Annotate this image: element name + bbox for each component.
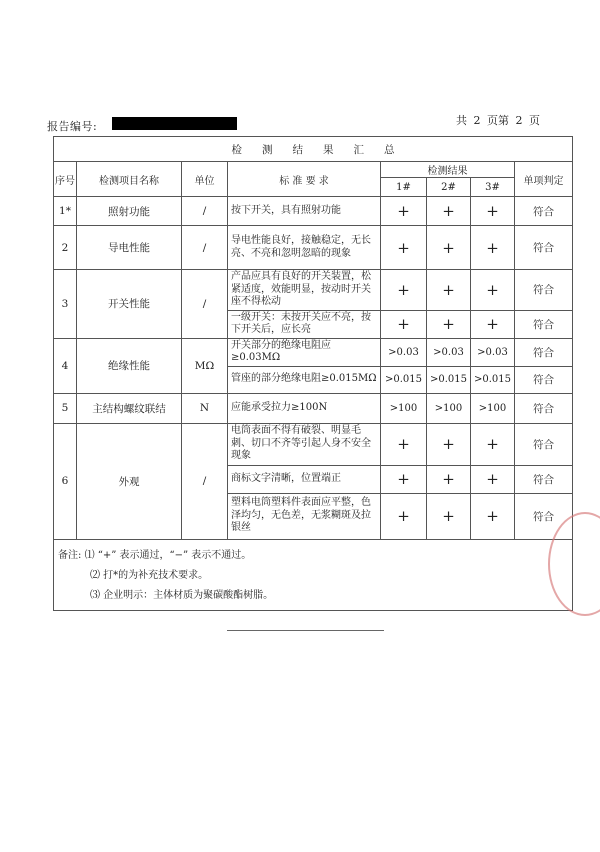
row-seq: 2 xyxy=(54,226,77,270)
row-judgement: 符合 xyxy=(515,310,573,338)
row-judgement: 符合 xyxy=(515,423,573,465)
page-indicator: 共 2 页第 2 页 xyxy=(456,114,540,127)
row-judgement: 符合 xyxy=(515,465,573,493)
table-row xyxy=(54,226,573,270)
row-item: 绝缘性能 xyxy=(77,338,182,393)
row-unit: MΩ xyxy=(182,338,228,393)
row-result-3: >0.015 xyxy=(471,366,515,393)
row-result-3: + xyxy=(471,226,515,270)
header-unit: 单位 xyxy=(182,162,228,197)
row-result-3: + xyxy=(471,423,515,465)
row-result-2: >0.015 xyxy=(427,366,471,393)
row-standard: 塑料电筒塑料件表面应平整，色泽均匀，无色差，无浆糊斑及拉银丝 xyxy=(228,493,381,539)
row-result-1: >0.03 xyxy=(381,338,427,366)
row-result-1: >0.015 xyxy=(381,366,427,393)
row-judgement: 符合 xyxy=(515,197,573,226)
row-result-2: + xyxy=(427,493,471,539)
table-row xyxy=(54,338,573,366)
row-item: 主结构螺纹联结 xyxy=(77,393,182,423)
row-result-2: >0.03 xyxy=(427,338,471,366)
row-result-2: + xyxy=(427,270,471,311)
row-standard: 导电性能良好，接触稳定，无长亮、不亮和忽明忽暗的现象 xyxy=(228,226,381,270)
row-item: 照射功能 xyxy=(77,197,182,226)
header-judgement: 单项判定 xyxy=(515,162,573,197)
row-result-3: + xyxy=(471,197,515,226)
row-seq: 4 xyxy=(54,338,77,393)
row-result-1: + xyxy=(381,493,427,539)
notes-label: 备注: xyxy=(58,549,82,561)
header-sample-2: 2# xyxy=(427,178,471,197)
row-standard: 商标文字清晰，位置端正 xyxy=(228,465,381,493)
notes-row xyxy=(54,539,573,610)
notes-cell xyxy=(54,539,573,610)
row-result-2: + xyxy=(427,423,471,465)
note-1-text: ⑴ “+” 表示通过，“−” 表示不通过。 xyxy=(84,549,252,561)
header-results: 检测结果 xyxy=(381,162,515,178)
table-title: 检测结果汇总 xyxy=(54,137,573,162)
table-row xyxy=(54,393,573,423)
row-unit: / xyxy=(182,226,228,270)
row-seq: 1* xyxy=(54,197,77,226)
row-seq: 5 xyxy=(54,393,77,423)
row-result-1: + xyxy=(381,423,427,465)
row-judgement: 符合 xyxy=(515,270,573,311)
row-result-2: + xyxy=(427,310,471,338)
results-summary-table xyxy=(53,136,573,611)
row-standard: 产品应具有良好的开关装置，松紧适度，效能明显，按动时开关座不得松动 xyxy=(228,270,381,311)
row-result-3: + xyxy=(471,270,515,311)
row-result-1: + xyxy=(381,465,427,493)
row-result-1: + xyxy=(381,226,427,270)
header-sample-1: 1# xyxy=(381,178,427,197)
table-row xyxy=(54,423,573,465)
row-judgement: 符合 xyxy=(515,493,573,539)
row-standard: 开关部分的绝缘电阻应≥0.03MΩ xyxy=(228,338,381,366)
row-result-3: >100 xyxy=(471,393,515,423)
row-judgement: 符合 xyxy=(515,393,573,423)
note-3: ⑶ 企业明示：主体材质为聚碳酸酯树脂。 xyxy=(90,589,274,601)
note-2: ⑵ 打*的为补充技术要求。 xyxy=(90,569,209,581)
row-result-1: + xyxy=(381,270,427,311)
row-seq: 3 xyxy=(54,270,77,339)
row-unit: / xyxy=(182,270,228,339)
header-item: 检测项目名称 xyxy=(77,162,182,197)
row-standard: 电筒表面不得有破裂、明显毛刺、切口不齐等引起人身不安全现象 xyxy=(228,423,381,465)
row-judgement: 符合 xyxy=(515,366,573,393)
row-judgement: 符合 xyxy=(515,226,573,270)
report-number-label: 报告编号: xyxy=(47,120,98,133)
row-result-1: >100 xyxy=(381,393,427,423)
row-result-3: + xyxy=(471,493,515,539)
row-standard: 一级开关：未按开关应不亮，按下开关后，应长亮 xyxy=(228,310,381,338)
redacted-report-number xyxy=(112,117,237,130)
row-result-2: + xyxy=(427,197,471,226)
row-item: 导电性能 xyxy=(77,226,182,270)
row-result-2: + xyxy=(427,226,471,270)
row-result-3: + xyxy=(471,310,515,338)
row-unit: / xyxy=(182,423,228,539)
note-1 xyxy=(58,546,568,566)
row-unit: N xyxy=(182,393,228,423)
row-item: 开关性能 xyxy=(77,270,182,339)
row-result-3: >0.03 xyxy=(471,338,515,366)
row-standard: 管座的部分绝缘电阻≥0.015MΩ xyxy=(228,366,381,393)
row-unit: / xyxy=(182,197,228,226)
header-seq: 序号 xyxy=(54,162,77,197)
end-of-page-rule xyxy=(227,630,384,631)
table-row xyxy=(54,270,573,311)
row-result-1: + xyxy=(381,197,427,226)
row-seq: 6 xyxy=(54,423,77,539)
header-sample-3: 3# xyxy=(471,178,515,197)
row-standard: 按下开关，具有照射功能 xyxy=(228,197,381,226)
row-item: 外观 xyxy=(77,423,182,539)
table-row xyxy=(54,197,573,226)
row-judgement: 符合 xyxy=(515,338,573,366)
row-standard: 应能承受拉力≥100N xyxy=(228,393,381,423)
row-result-1: + xyxy=(381,310,427,338)
row-result-3: + xyxy=(471,465,515,493)
header-standard: 标 准 要 求 xyxy=(228,162,381,197)
row-result-2: >100 xyxy=(427,393,471,423)
row-result-2: + xyxy=(427,465,471,493)
